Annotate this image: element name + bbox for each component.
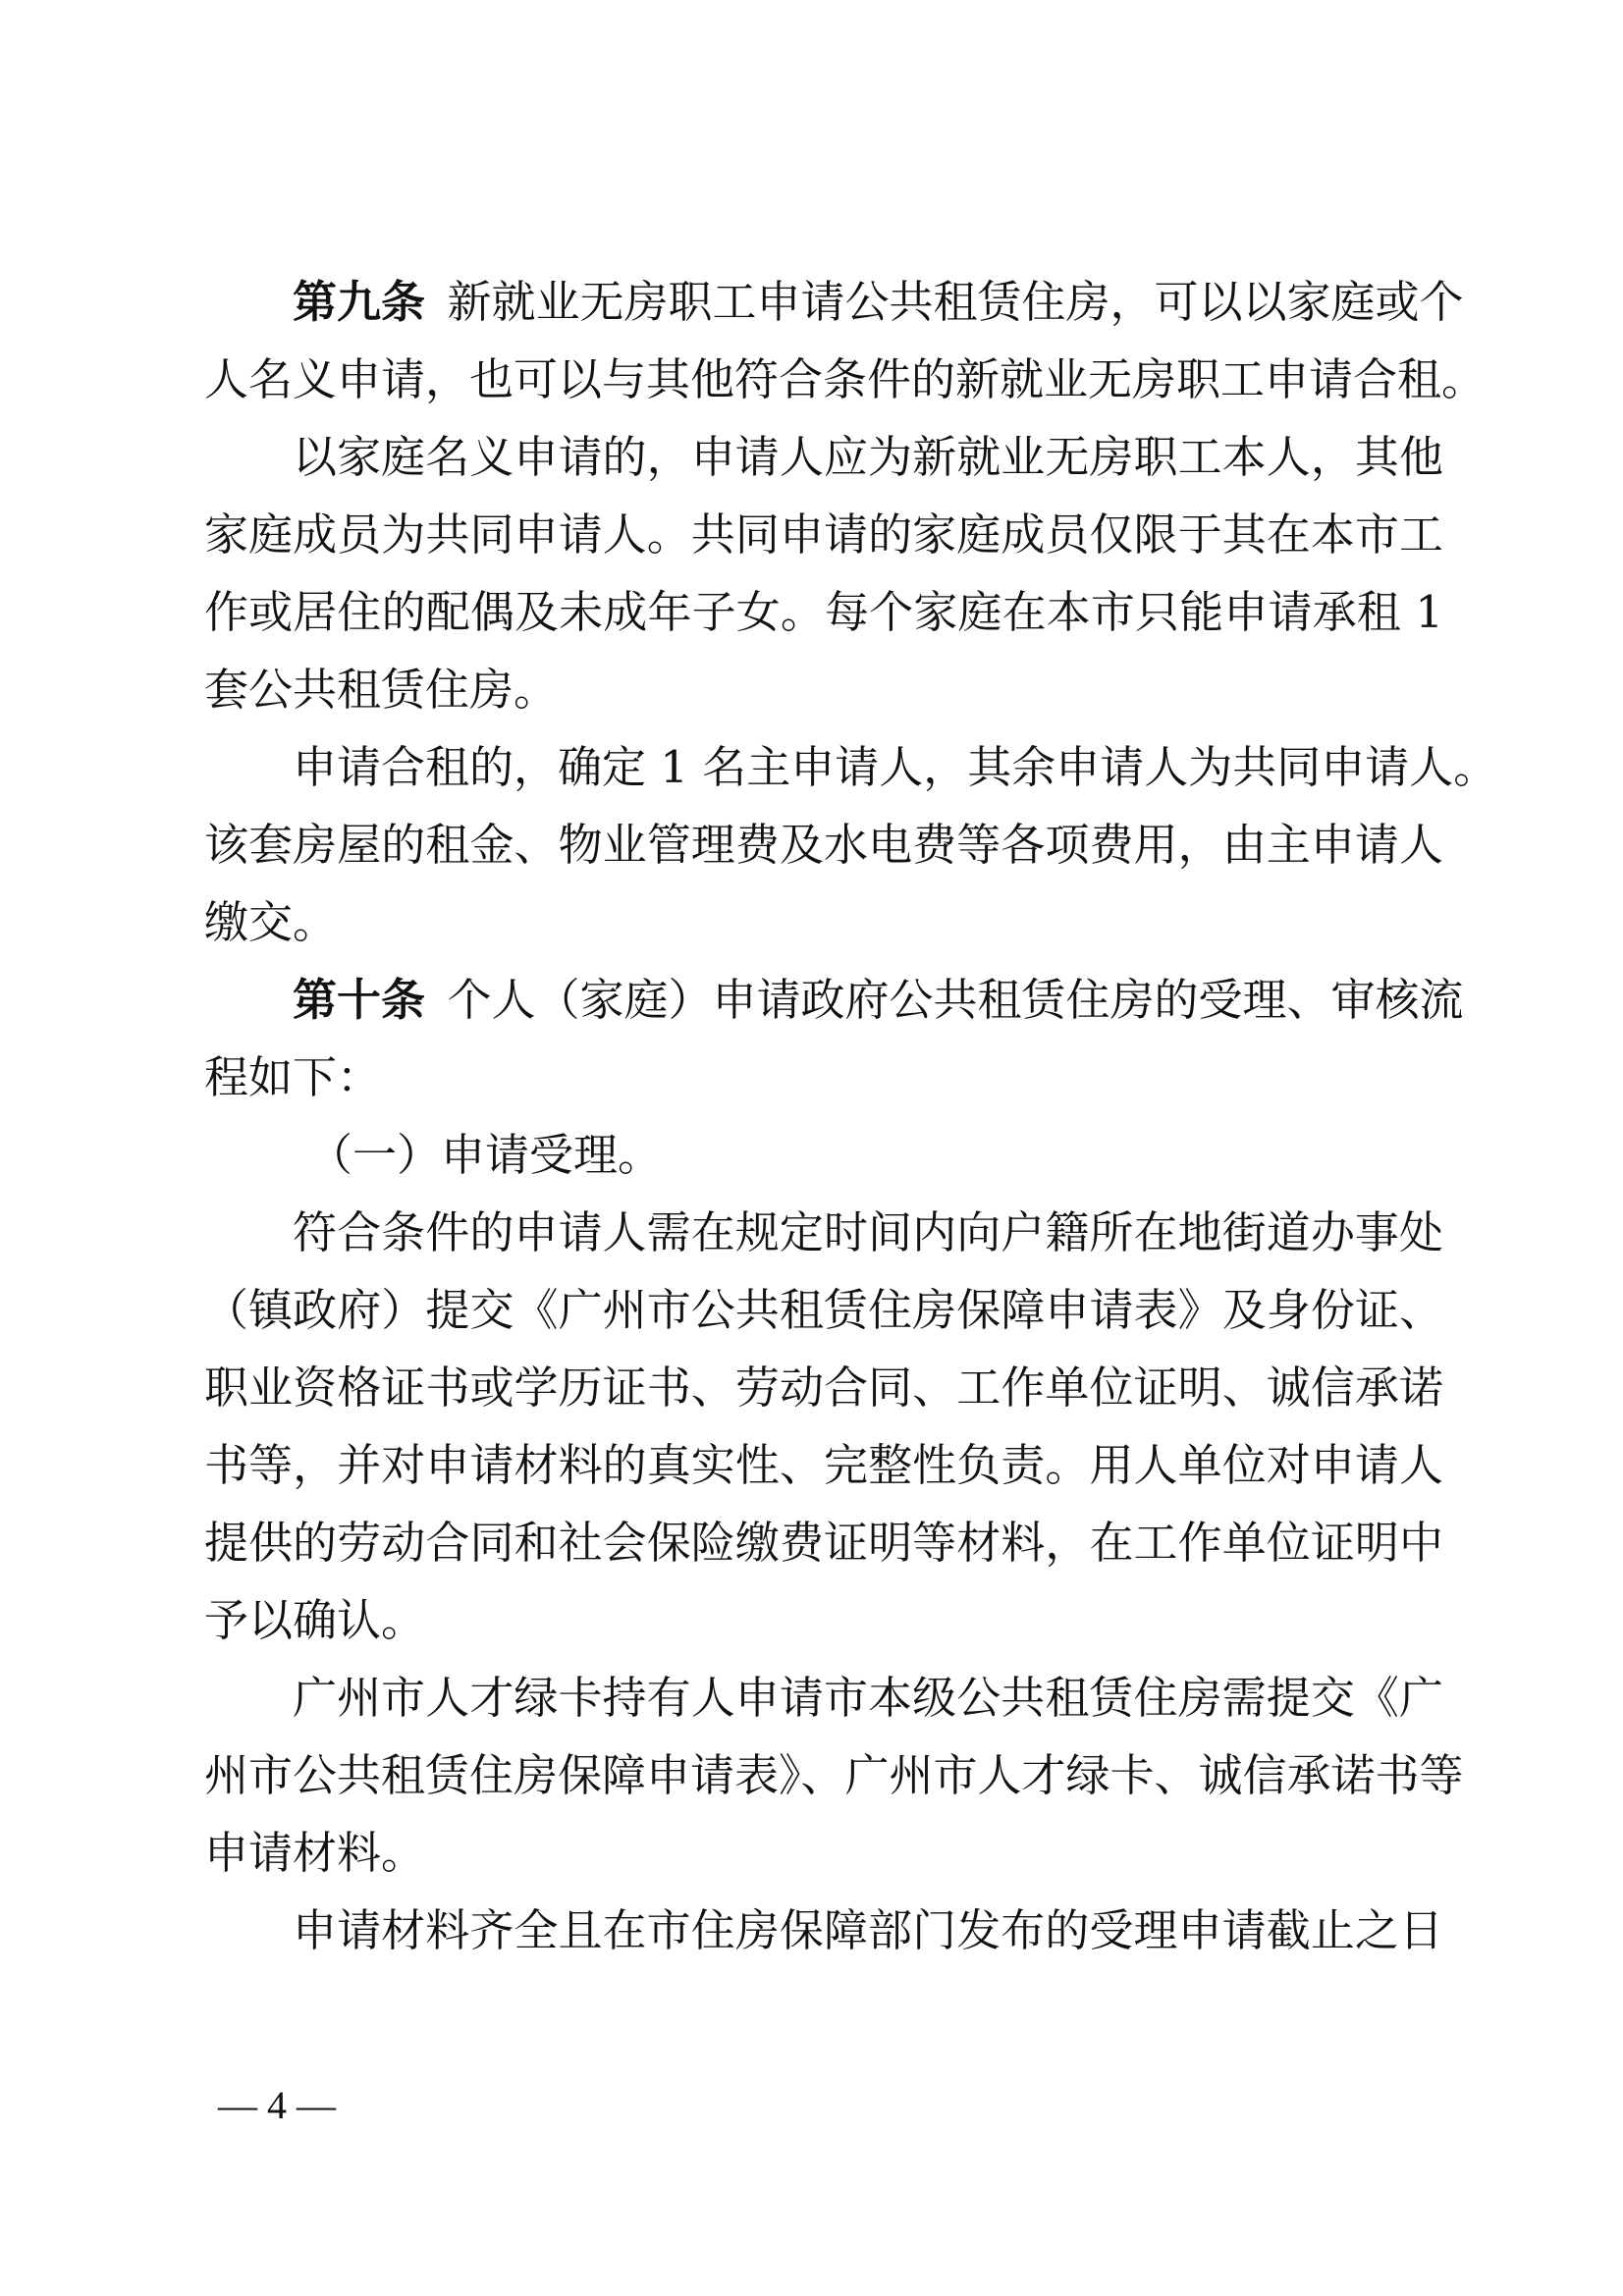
article-10-heading: 第十条	[293, 974, 426, 1026]
para-application-line-1: 符合条件的申请人需在规定时间内向户籍所在地街道办事处	[293, 1206, 1443, 1258]
para-greencard-line-3: 申请材料。	[204, 1827, 426, 1879]
para-family-line-3: 作或居住的配偶及未成年子女。每个家庭在本市只能申请承租 1	[204, 586, 1443, 638]
article-9-heading: 第九条	[293, 276, 426, 328]
para-joint-line-3: 缴交。	[204, 896, 338, 948]
article-10-line-1	[293, 971, 1464, 1030]
article-9-text: 新就业无房职工申请公共租赁住房，可以以家庭或个	[447, 276, 1464, 328]
para-greencard-line-1: 广州市人才绿卡持有人申请市本级公共租赁住房需提交《广	[293, 1672, 1443, 1724]
para-family-line-2: 家庭成员为共同申请人。共同申请的家庭成员仅限于其在本市工	[204, 508, 1443, 561]
article-9-line-2: 人名义申请，也可以与其他符合条件的新就业无房职工申请合租。	[204, 353, 1487, 405]
para-application-line-5: 提供的劳动合同和社会保险缴费证明等材料，在工作单位证明中	[204, 1517, 1443, 1569]
para-application-line-4: 书等，并对申请材料的真实性、完整性负责。用人单位对申请人	[204, 1439, 1443, 1491]
article-10-text: 个人（家庭）申请政府公共租赁住房的受理、审核流	[447, 974, 1464, 1026]
article-9-line-1	[293, 273, 1464, 332]
para-materials-line-1: 申请材料齐全且在市住房保障部门发布的受理申请截止之日	[293, 1904, 1443, 1956]
para-joint-line-2: 该套房屋的租金、物业管理费及水电费等各项费用，由主申请人	[204, 819, 1443, 871]
para-application-line-3: 职业资格证书或学历证书、劳动合同、工作单位证明、诚信承诺	[204, 1362, 1443, 1414]
article-10-line-2: 程如下：	[204, 1051, 382, 1103]
para-application-line-6: 予以确认。	[204, 1594, 426, 1646]
para-joint-line-1: 申请合租的，确定 1 名主申请人，其余申请人为共同申请人。	[293, 741, 1498, 793]
para-application-line-2: （镇政府）提交《广州市公共租赁住房保障申请表》及身份证、	[204, 1284, 1443, 1336]
page-number: — 4 —	[218, 2083, 336, 2127]
para-greencard-line-2: 州市公共租赁住房保障申请表》、广州市人才绿卡、诚信承诺书等	[204, 1749, 1464, 1801]
section-1-title: （一）申请受理。	[308, 1129, 663, 1181]
para-family-line-4: 套公共租赁住房。	[204, 664, 559, 716]
para-family-line-1: 以家庭名义申请的，申请人应为新就业无房职工本人，其他	[293, 431, 1443, 483]
